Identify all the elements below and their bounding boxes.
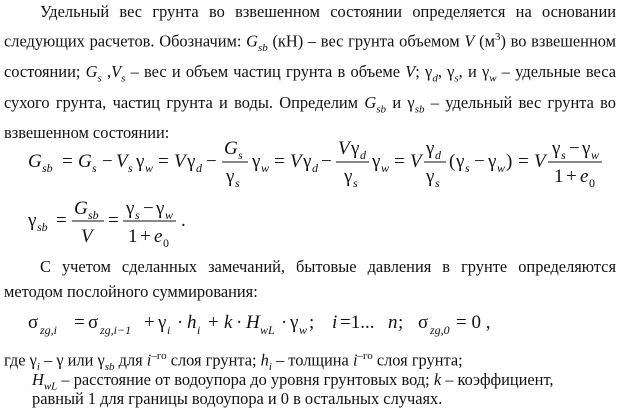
svg-text:s: s	[561, 148, 566, 162]
svg-text:G: G	[28, 151, 42, 172]
svg-text:γ: γ	[344, 166, 353, 187]
svg-text:γ: γ	[28, 210, 37, 231]
svg-text:γ: γ	[582, 138, 591, 159]
svg-text:sb: sb	[42, 161, 53, 175]
svg-text:−: −	[102, 151, 113, 172]
svg-text:+: +	[140, 226, 151, 247]
svg-text:γ: γ	[351, 138, 360, 159]
equation-sigma-zg	[28, 306, 508, 342]
svg-text:V: V	[174, 151, 186, 172]
svg-text:w: w	[145, 161, 154, 175]
svg-text:=: =	[108, 210, 119, 231]
svg-text:zg,i: zg,i	[40, 323, 58, 337]
svg-text:=1...: =1...	[340, 312, 375, 333]
equation-gsb-svg	[28, 132, 618, 188]
svg-text:V: V	[338, 138, 350, 159]
svg-text:V: V	[81, 226, 93, 247]
svg-text:γ: γ	[488, 151, 497, 172]
svg-text:i: i	[332, 312, 338, 333]
svg-text:.: .	[181, 210, 186, 231]
svg-text:n: n	[388, 312, 398, 333]
svg-text:s: s	[435, 176, 440, 190]
svg-text:sb: sb	[88, 208, 99, 222]
svg-text:w: w	[381, 161, 390, 175]
svg-text:1: 1	[128, 226, 138, 247]
svg-text:0: 0	[589, 176, 595, 190]
paragraph-definitions: Удельный вес грунта во взвешенном состоянии определяется на основании следующих расчетов. Обозначим: $G_{sb}$ (кН) – вес грунта объемом V $(м^3)$ во взвешенном состоянии; $G_s$ $,V_s$ – вес и объем частиц грунта в объеме V; $\gamma_d$, $\gamma_s$, и $\gamma_w$ – удельные веса сухого грунта, частиц грунта и воды. Определим $G_{sb}$ и $\gamma_{sb}$ – удельный вес грунта во взвешенном состоянии:	[4, 2, 617, 143]
svg-text:;: ;	[309, 312, 315, 333]
svg-text:): )	[506, 151, 513, 172]
svg-text:=: =	[518, 151, 529, 172]
svg-text:w: w	[261, 161, 270, 175]
svg-text:σ: σ	[28, 312, 39, 333]
svg-text:i: i	[197, 323, 201, 337]
svg-text:s: s	[353, 176, 358, 190]
svg-text:G: G	[224, 138, 238, 159]
svg-text:γ: γ	[456, 151, 465, 172]
svg-text:V: V	[410, 151, 422, 172]
svg-text:−: −	[474, 151, 485, 172]
svg-text:G: G	[78, 151, 92, 172]
svg-text:=: =	[56, 210, 67, 231]
svg-text:·: ·	[281, 312, 288, 333]
svg-text:γ: γ	[303, 151, 312, 172]
svg-text:d: d	[196, 161, 202, 175]
svg-text:γ: γ	[136, 151, 145, 172]
svg-text:1: 1	[554, 166, 564, 187]
svg-text:γ: γ	[252, 151, 261, 172]
equation-gamma-sb-svg	[28, 194, 228, 250]
svg-text:(: (	[449, 151, 456, 172]
paragraph-where-line3: равный 1 для границы водоупора и 0 в остальных случаях.	[32, 389, 443, 408]
svg-text:γ: γ	[156, 198, 165, 219]
svg-text:w: w	[299, 323, 308, 337]
svg-text:−: −	[206, 151, 217, 172]
svg-text:γ: γ	[426, 166, 435, 187]
svg-text:γ: γ	[426, 138, 435, 159]
svg-text:zg,i−1: zg,i−1	[100, 323, 132, 337]
svg-text:−: −	[569, 138, 580, 159]
svg-text:w: w	[591, 148, 600, 162]
svg-text:−: −	[143, 198, 154, 219]
paragraph-where-line1: где $\gamma_i$ – γ или $\gamma_{sb}$ для $i^{-го}$ слоя грунта; $h_i$ – толщина $i^{-го}$ слоя грунта;	[4, 350, 463, 373]
svg-text:sb: sb	[37, 220, 48, 234]
svg-text:=: =	[74, 312, 85, 333]
svg-text:d: d	[312, 161, 318, 175]
svg-text:V: V	[534, 151, 546, 172]
svg-text:=: =	[274, 151, 285, 172]
svg-text:·: ·	[177, 312, 184, 333]
svg-text:=: =	[394, 151, 405, 172]
paragraph-method: С учетом сделанных замечаний, бытовые давления в грунте определяются методом послойного суммирования:	[4, 257, 616, 301]
svg-text:s: s	[235, 176, 240, 190]
svg-text:zg,0: zg,0	[430, 323, 450, 337]
svg-text:G: G	[74, 198, 88, 219]
svg-text:k: k	[224, 312, 233, 333]
svg-text:s: s	[128, 161, 133, 175]
svg-text:s: s	[135, 208, 140, 222]
svg-text:i: i	[167, 323, 171, 337]
svg-text:H: H	[246, 312, 260, 333]
svg-text:e: e	[580, 166, 589, 187]
svg-text:w: w	[497, 161, 506, 175]
svg-text:;: ;	[398, 312, 404, 333]
svg-text:−: −	[321, 151, 332, 172]
svg-text:γ: γ	[187, 151, 196, 172]
svg-text:γ: γ	[126, 198, 135, 219]
svg-text:=: =	[62, 151, 73, 172]
svg-text:s: s	[238, 148, 243, 162]
svg-text:·: ·	[236, 312, 243, 333]
svg-text:γ: γ	[290, 312, 299, 333]
svg-text:γ: γ	[552, 138, 561, 159]
svg-text:V: V	[116, 151, 128, 172]
svg-text:V: V	[290, 151, 302, 172]
equation-sigma-zg-svg	[28, 306, 508, 342]
svg-text:w: w	[165, 208, 174, 222]
svg-text:0: 0	[163, 236, 169, 250]
svg-text:γ: γ	[372, 151, 381, 172]
paragraph-where-line2: $H_{wL}$ – расстояние от водоупора до уровня грунтовых вод; k – коэффициент,	[32, 370, 554, 393]
svg-text:e: e	[154, 226, 163, 247]
svg-text:+: +	[208, 312, 219, 333]
svg-text:σ: σ	[418, 312, 429, 333]
svg-text:γ: γ	[158, 312, 167, 333]
svg-text:+: +	[566, 166, 577, 187]
svg-text:γ: γ	[226, 166, 235, 187]
svg-text:wL: wL	[260, 323, 275, 337]
svg-text:d: d	[360, 148, 366, 162]
svg-text:+: +	[144, 312, 155, 333]
svg-text:= 0 ,: = 0 ,	[456, 312, 491, 333]
svg-text:=: =	[158, 151, 169, 172]
svg-text:h: h	[187, 312, 197, 333]
svg-text:d: d	[435, 148, 441, 162]
svg-text:s: s	[92, 161, 97, 175]
svg-text:σ: σ	[88, 312, 99, 333]
equation-gamma-sb	[28, 194, 228, 250]
equation-gsb	[28, 132, 618, 188]
svg-text:s: s	[465, 161, 470, 175]
